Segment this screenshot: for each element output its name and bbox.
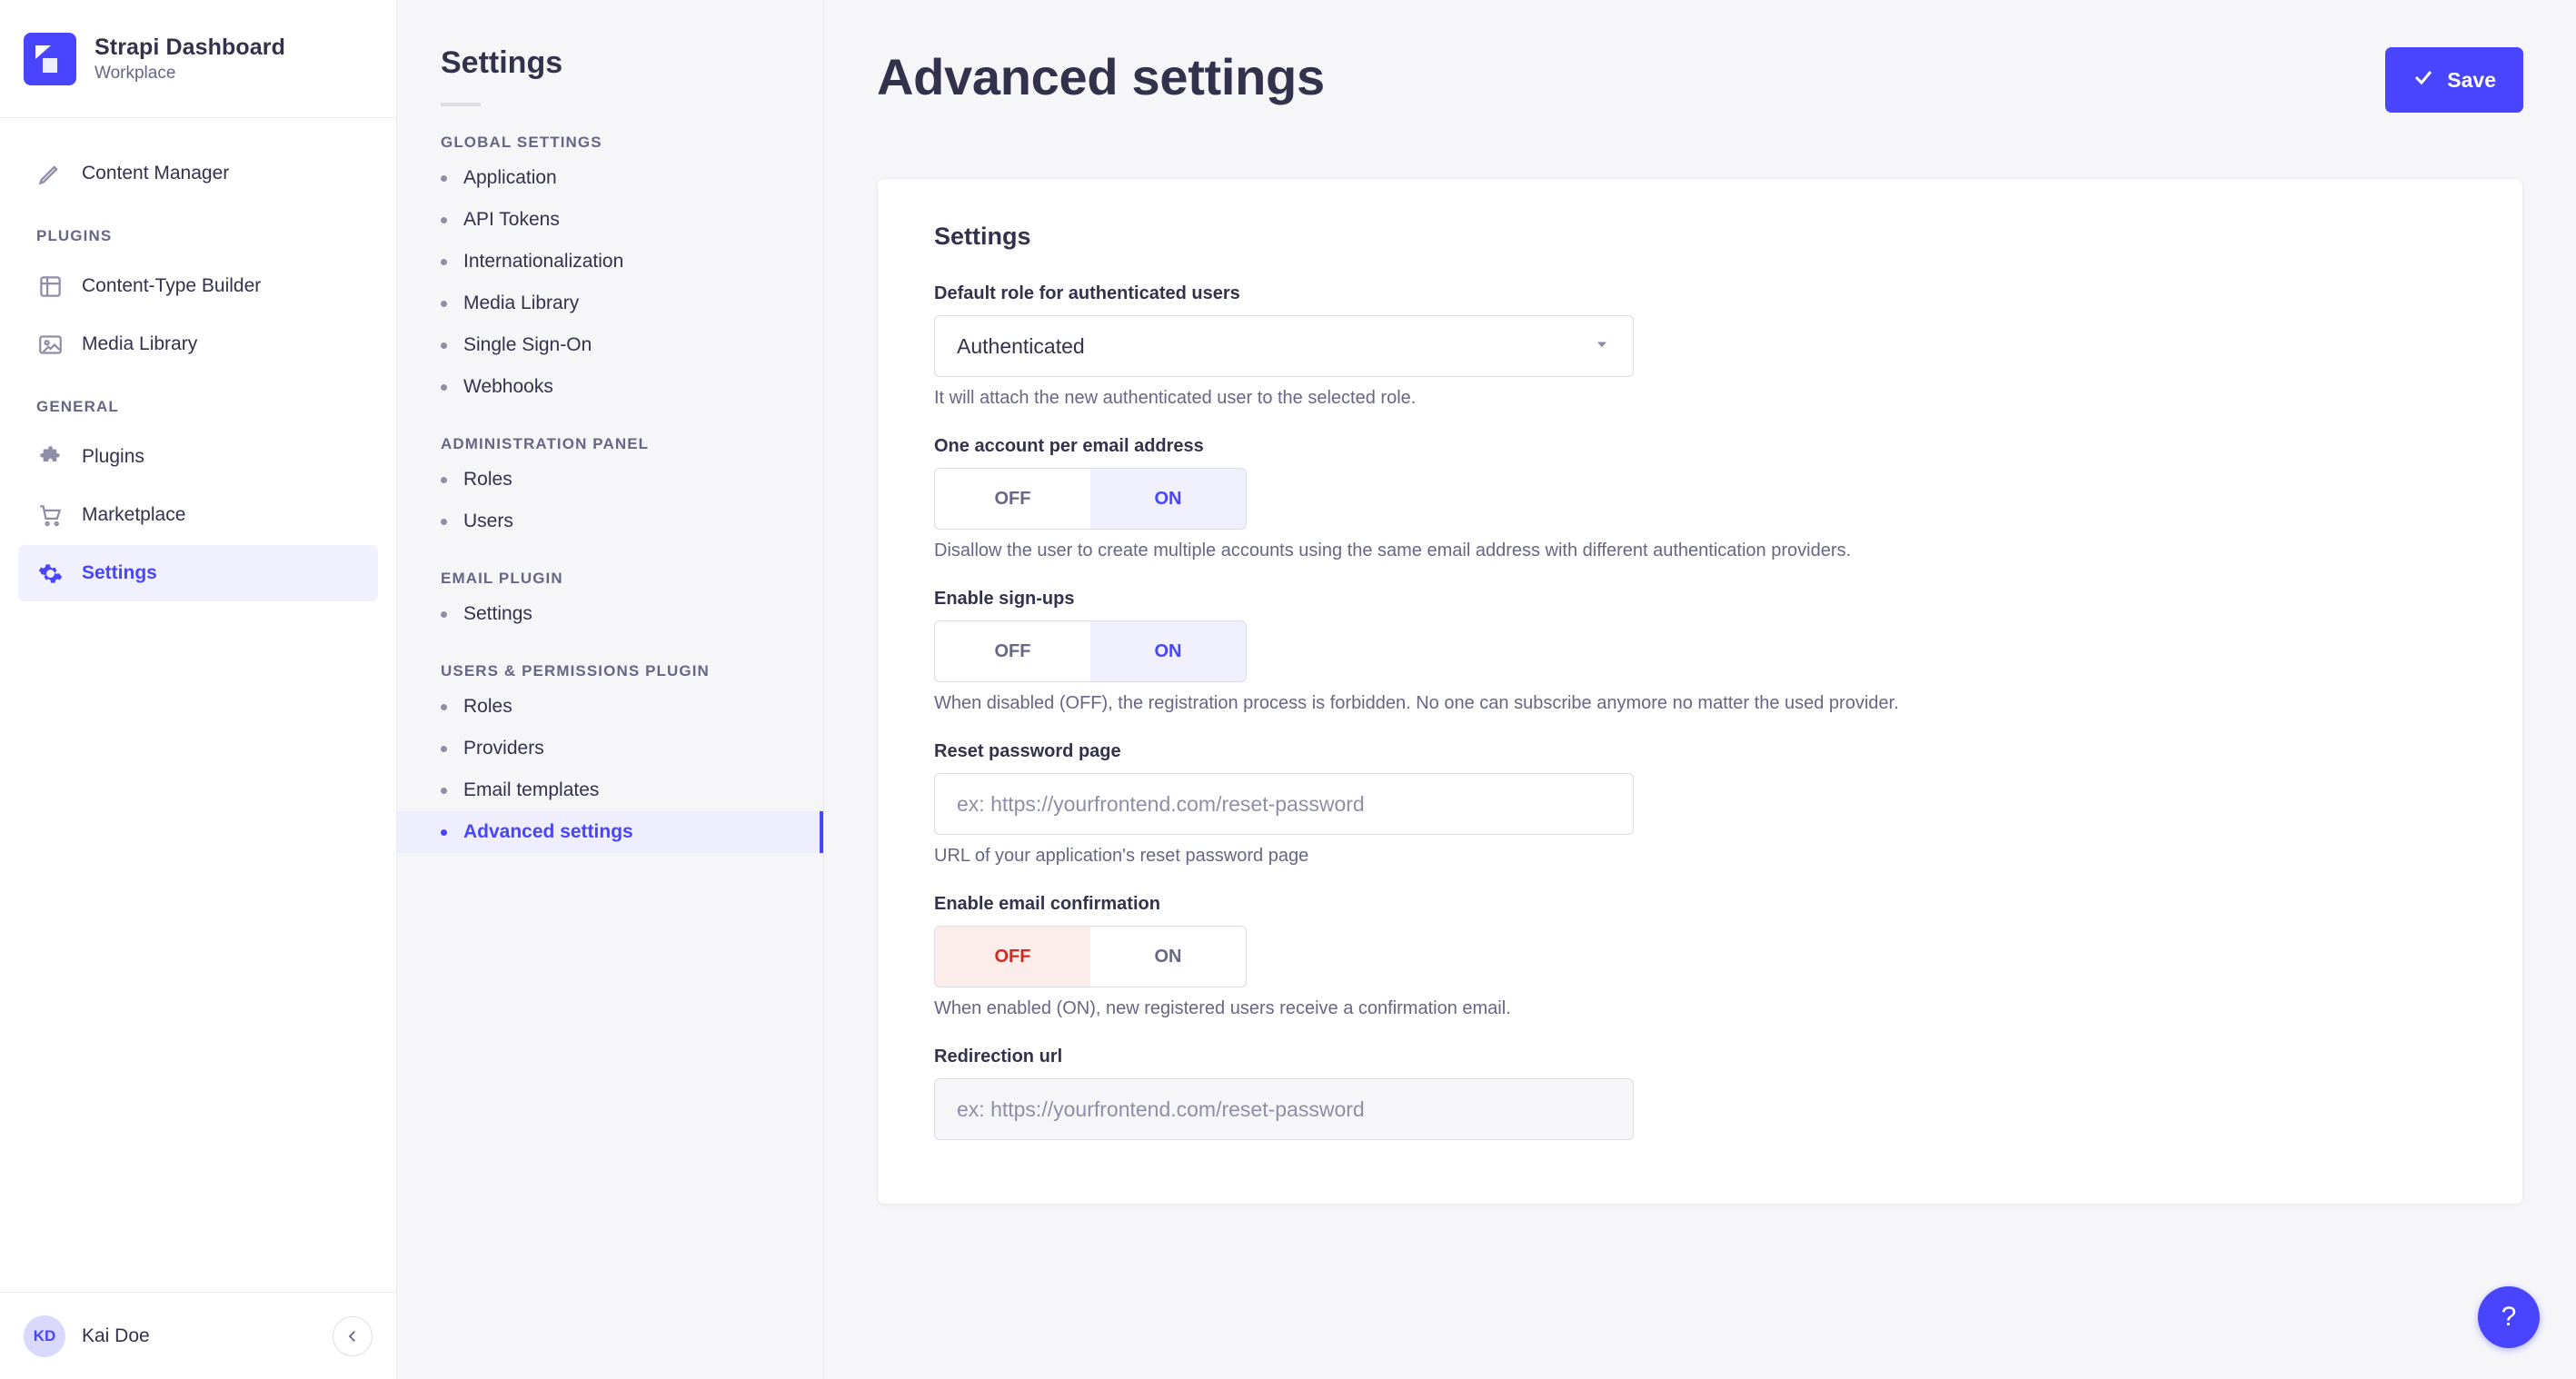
sidebar-nav xyxy=(0,118,396,1292)
brand-subtitle: Workplace xyxy=(94,63,176,83)
field-redirection-url xyxy=(934,1047,2466,1140)
subnav-item-label: Webhooks xyxy=(463,376,553,397)
redirection-url-input[interactable] xyxy=(934,1078,1634,1140)
field-email-confirmation xyxy=(934,894,2466,1019)
subnav-item-email-settings[interactable] xyxy=(397,593,823,635)
shopping-cart-icon xyxy=(36,501,64,529)
enable-signups-label: Enable sign-ups xyxy=(934,589,1075,609)
subnav-item-advanced-settings[interactable] xyxy=(397,811,823,853)
sidebar-item-content-manager[interactable] xyxy=(18,145,378,202)
subnav-title: Settings xyxy=(441,45,563,80)
subnav-item-label: API Tokens xyxy=(463,209,560,230)
enable-signups-hint: When disabled (OFF), the registration process is forbidden. No one can subscribe anymore no matter the used provider. xyxy=(934,693,1899,713)
reset-password-placeholder: ex: https://yourfrontend.com/reset-password xyxy=(957,791,1365,816)
email-confirmation-hint: When enabled (ON), new registered users receive a confirmation email. xyxy=(934,998,1511,1018)
brand-header[interactable] xyxy=(0,0,396,118)
settings-card xyxy=(877,178,2523,1205)
field-default-role xyxy=(934,283,2466,409)
sidebar-item-label: Plugins xyxy=(82,446,144,467)
chevron-down-icon xyxy=(1593,335,1611,358)
enable-signups-off-option[interactable]: OFF xyxy=(994,640,1031,661)
sidebar-item-label: Settings xyxy=(82,562,157,583)
card-title: Settings xyxy=(934,223,1031,250)
subnav-item-label: Advanced settings xyxy=(463,821,633,842)
subnav-item-providers[interactable] xyxy=(397,728,823,769)
layout-icon xyxy=(36,273,64,300)
bullet-icon xyxy=(441,611,447,618)
user-name: Kai Doe xyxy=(82,1324,150,1346)
sidebar-item-marketplace[interactable] xyxy=(18,487,378,543)
bullet-icon xyxy=(441,217,447,223)
main-content xyxy=(824,0,2576,1379)
enable-signups-on-option[interactable]: ON xyxy=(1090,621,1246,681)
subnav-item-label: Internationalization xyxy=(463,251,624,272)
one-account-off-option[interactable]: OFF xyxy=(994,488,1031,509)
sidebar-item-plugins[interactable] xyxy=(18,429,378,485)
sidebar-item-label: Marketplace xyxy=(82,504,186,525)
subnav-item-label: Users xyxy=(463,511,513,531)
default-role-select[interactable] xyxy=(934,315,1634,377)
subnav-item-label: Settings xyxy=(463,603,532,624)
image-icon xyxy=(36,331,64,358)
enable-signups-toggle[interactable] xyxy=(934,620,1247,682)
one-account-label: One account per email address xyxy=(934,436,1204,456)
subnav-item-internationalization[interactable] xyxy=(397,241,823,283)
help-button-label: ? xyxy=(2501,1302,2517,1332)
subnav-item-admin-roles[interactable] xyxy=(397,459,823,501)
email-confirmation-off-option[interactable]: OFF xyxy=(935,927,1090,987)
email-confirmation-label: Enable email confirmation xyxy=(934,894,1160,914)
save-button[interactable] xyxy=(2385,47,2523,113)
subnav-item-email-templates[interactable] xyxy=(397,769,823,811)
subnav-section-global-label: GLOBAL SETTINGS xyxy=(441,134,602,151)
subnav-item-application[interactable] xyxy=(397,157,823,199)
bullet-icon xyxy=(441,175,447,182)
brand-text xyxy=(94,35,285,84)
bullet-icon xyxy=(441,301,447,307)
subnav-item-label: Roles xyxy=(463,469,512,490)
gear-icon xyxy=(36,560,64,587)
avatar[interactable]: KD xyxy=(24,1315,65,1357)
one-account-on-option[interactable]: ON xyxy=(1090,469,1246,529)
subnav-item-admin-users[interactable] xyxy=(397,501,823,542)
bullet-icon xyxy=(441,788,447,794)
field-enable-signups xyxy=(934,589,2466,714)
subnav-section-email-plugin-label: EMAIL PLUGIN xyxy=(441,570,563,587)
page-title: Advanced settings xyxy=(877,48,1325,105)
settings-subnav xyxy=(397,0,824,1379)
chevron-left-icon[interactable] xyxy=(333,1316,373,1356)
field-one-account-per-email xyxy=(934,436,2466,561)
main-sidebar xyxy=(0,0,397,1379)
default-role-label: Default role for authenticated users xyxy=(934,283,1240,303)
redirection-url-placeholder: ex: https://yourfrontend.com/reset-password xyxy=(957,1096,1365,1121)
strapi-logo-icon xyxy=(24,33,76,85)
subnav-item-label: Email templates xyxy=(463,779,600,800)
default-role-value: Authenticated xyxy=(957,333,1085,358)
reset-password-hint: URL of your application's reset password page xyxy=(934,846,1309,866)
reset-password-input[interactable] xyxy=(934,773,1634,835)
check-icon xyxy=(2412,66,2434,94)
email-confirmation-toggle[interactable] xyxy=(934,926,1247,987)
sidebar-item-settings[interactable] xyxy=(18,545,378,601)
brand-title: Strapi Dashboard xyxy=(94,34,285,60)
bullet-icon xyxy=(441,259,447,265)
bullet-icon xyxy=(441,704,447,710)
subnav-section-admin-panel-label: ADMINISTRATION PANEL xyxy=(441,435,650,452)
subnav-item-media-library[interactable] xyxy=(397,283,823,324)
reset-password-label: Reset password page xyxy=(934,741,1121,761)
one-account-toggle[interactable] xyxy=(934,468,1247,530)
bullet-icon xyxy=(441,746,447,752)
sidebar-item-label: Content Manager xyxy=(82,163,230,184)
subnav-item-label: Providers xyxy=(463,738,544,759)
sidebar-item-content-type-builder[interactable] xyxy=(18,258,378,314)
bullet-icon xyxy=(441,519,447,525)
subnav-item-single-sign-on[interactable] xyxy=(397,324,823,366)
bullet-icon xyxy=(441,384,447,391)
sidebar-item-media-library[interactable] xyxy=(18,316,378,372)
pencil-icon xyxy=(36,160,64,187)
subnav-item-label: Single Sign-On xyxy=(463,334,592,355)
subnav-item-api-tokens[interactable] xyxy=(397,199,823,241)
subnav-item-webhooks[interactable] xyxy=(397,366,823,408)
sidebar-section-plugins-label: PLUGINS xyxy=(36,227,113,244)
sidebar-user-bar xyxy=(0,1292,396,1379)
bullet-icon xyxy=(441,342,447,349)
sidebar-item-label: Media Library xyxy=(82,333,198,354)
subnav-item-label: Application xyxy=(463,167,557,188)
bullet-icon xyxy=(441,477,447,483)
sidebar-section-general-label: GENERAL xyxy=(36,398,119,415)
sidebar-item-label: Content-Type Builder xyxy=(82,275,262,296)
default-role-hint: It will attach the new authenticated user to the selected role. xyxy=(934,388,1417,408)
subnav-section-users-permissions-label: USERS & PERMISSIONS PLUGIN xyxy=(441,662,710,680)
subnav-item-label: Media Library xyxy=(463,293,580,313)
puzzle-icon xyxy=(36,443,64,471)
email-confirmation-on-option[interactable]: ON xyxy=(1154,946,1182,967)
subnav-item-up-roles[interactable] xyxy=(397,686,823,728)
save-button-label: Save xyxy=(2447,67,2496,92)
one-account-hint: Disallow the user to create multiple accounts using the same email address with different authentication providers. xyxy=(934,541,1852,561)
bullet-icon xyxy=(441,829,447,836)
subnav-item-label: Roles xyxy=(463,696,512,717)
question-mark-icon[interactable] xyxy=(2478,1286,2540,1348)
redirection-url-label: Redirection url xyxy=(934,1047,1063,1066)
field-reset-password-page xyxy=(934,741,2466,867)
main-header xyxy=(824,0,2576,113)
